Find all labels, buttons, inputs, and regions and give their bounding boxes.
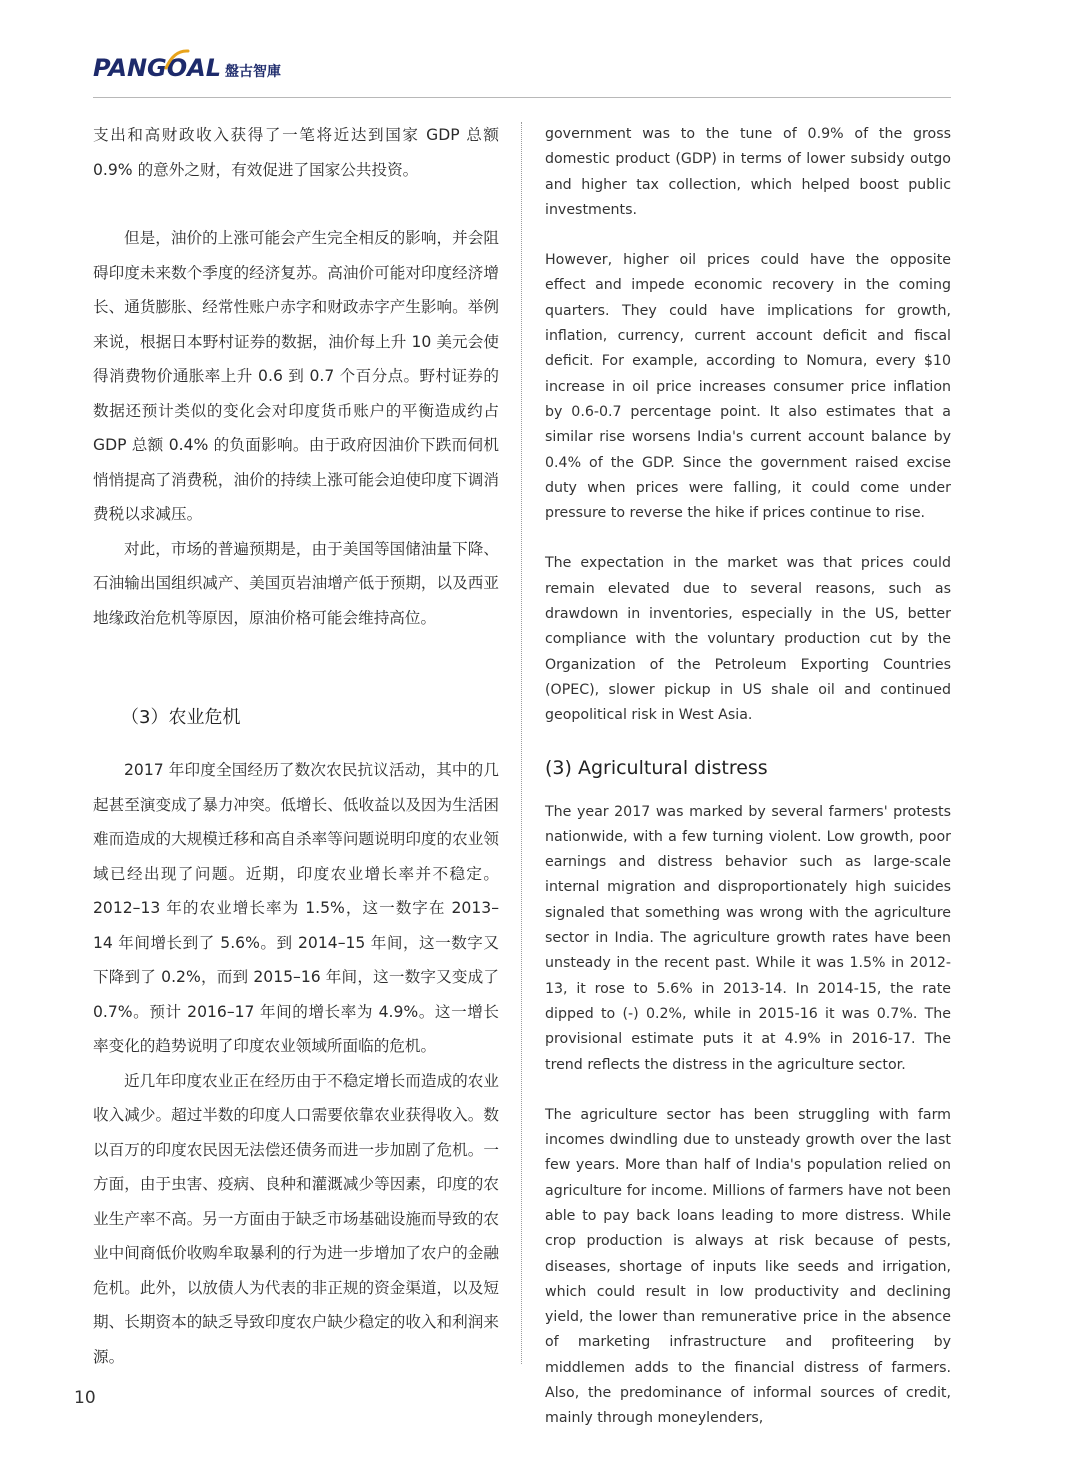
en-section-heading: (3) Agricultural distress [545, 756, 768, 779]
logo-text: PANGOAL [93, 54, 222, 82]
header-rule [93, 97, 951, 98]
cn-paragraph-5: 近几年印度农业正在经历由于不稳定增长而造成的农业收入减少。超过半数的印度人口需要依靠农业获得收入。数以百万的印度农民因无法偿还债务而进一步加剧了危机。一方面，由于虫害、疫病、良种和灌溉减少等因素，印度的农业生产率不高。另一方面由于缺乏市场基础设施而导致的农业中间商低价收购牟取暴利的行为进一步增加了农户的金融危机。此外，以放债人为代表的非正规的资金渠道，以及短期、长期资本的缺乏导致印度农户缺少稳定的收入和利润来源。 [93, 1071, 499, 1366]
cn-paragraph-4: 2017 年印度全国经历了数次农民抗议活动，其中的几起甚至演变成了暴力冲突。低增长、低收益以及因为生活困难而造成的大规模迁移和高自杀率等问题说明印度的农业领域已经出现了问题。近期，印度农业增长率并不稳定。2012–13 年的农业增长率为 1.5%，这一数字在 2013–14 年间增长到了 5.6%。到 2014–15 年间，这一数字又下降到了 0.2%，而到 2015–16 年间，这一数字又变成了 0.7%。预计 2016–17 年间的增长率为 4.9%。这一增长率变化的趋势说明了印度农业领域所面临的危机。 [93, 761, 499, 1055]
column-divider [521, 122, 522, 1364]
logo-chinese: 盤古智庫 [225, 64, 282, 80]
cn-paragraph-1: 支出和高财政收入获得了一笔将近达到国家 GDP 总额 0.9% 的意外之财，有效促进了国家公共投资。 [93, 126, 499, 179]
english-column [545, 122, 951, 1432]
en-paragraph-5: The agriculture sector has been struggling with farm incomes dwindling due to unsteady growth over the last few years. More than half of India's population relied on agriculture for income. Millions of farmers have not been able to pay back loans leading to more distress. While crop production is always at risk because of pests, diseases, shortage of inputs like seeds and irrigation, which could result in low productivity and declining yield, the lower than remunerative price in the absence of marketing infrastructure and profiteering by middlemen adds to the financial distress of farmers. Also, the predominance of informal sources of credit, mainly through moneylenders, [545, 1106, 951, 1427]
en-paragraph-2: However, higher oil prices could have the opposite effect and impede economic recovery in the coming quarters. They could have implications for growth, inflation, currency, current account deficit and fiscal deficit. For example, according to Nomura, every $10 increase in oil price increases consumer price inflation by 0.6-0.7 percentage point. It also estimates that a similar rise worsens India's current account balance by 0.4% of the GDP. Since the government raised excise duty when prices were falling, it could come under pressure to reverse the hike if prices continue to rise. [545, 252, 951, 522]
page-number: 10 [74, 1388, 96, 1408]
cn-paragraph-3: 对此，市场的普遍预期是，由于美国等国储油量下降、石油输出国组织减产、美国页岩油增产低于预期，以及西亚地缘政治危机等原因，原油价格可能会维持高位。 [93, 539, 499, 627]
en-paragraph-4: The year 2017 was marked by several farmers' protests nationwide, with a few turning violent. Low growth, poor earnings and distress behavior such as large-scale internal migration and disproportionately high suicides signaled that something was wrong with the agriculture sector in India. The agriculture growth rates have been unsteady in the recent past. While it was 1.5% in 2012-13, it rose to 5.6% in 2013-14. In 2014-15, the rate dipped to (-) 0.2%, while in 2015-16 it was 0.7%. The provisional estimate puts it at 4.9% in 2016-17. The trend reflects the distress in the agriculture sector. [545, 803, 951, 1073]
cn-paragraph-2: 但是，油价的上涨可能会产生完全相反的影响，并会阻碍印度未来数个季度的经济复苏。高油价可能对印度经济增长、通货膨胀、经常性账户赤字和财政赤字产生影响。举例来说，根据日本野村证券的数据，油价每上升 10 美元会使得消费物价通胀率上升 0.6 到 0.7 个百分点。野村证券的数据还预计类似的变化会对印度货币账户的平衡造成约占 GDP 总额 0.4% 的负面影响。由于政府因油价下跌而伺机悄悄提高了消费税，油价的持续上涨可能会迫使印度下调消费税以求减压。 [93, 229, 499, 523]
logo-wordmark [93, 54, 221, 82]
logo-swoosh-icon [164, 48, 190, 74]
cn-section-heading: （3）农业危机 [121, 707, 241, 728]
en-paragraph-1: government was to the tune of 0.9% of the gross domestic product (GDP) in terms of lower subsidy outgo and higher tax collection, which helped boost public investments. [545, 126, 951, 218]
en-paragraph-3: The expectation in the market was that prices could remain elevated due to several reasons, such as drawdown in inventories, especially in the US, better compliance with the voluntary production cut by the Organization of the Petroleum Exporting Countries (OPEC), slower pickup in US shale oil and continued geopolitical risk in West Asia. [545, 555, 951, 724]
chinese-column [93, 118, 499, 1374]
header-logo [93, 48, 281, 88]
